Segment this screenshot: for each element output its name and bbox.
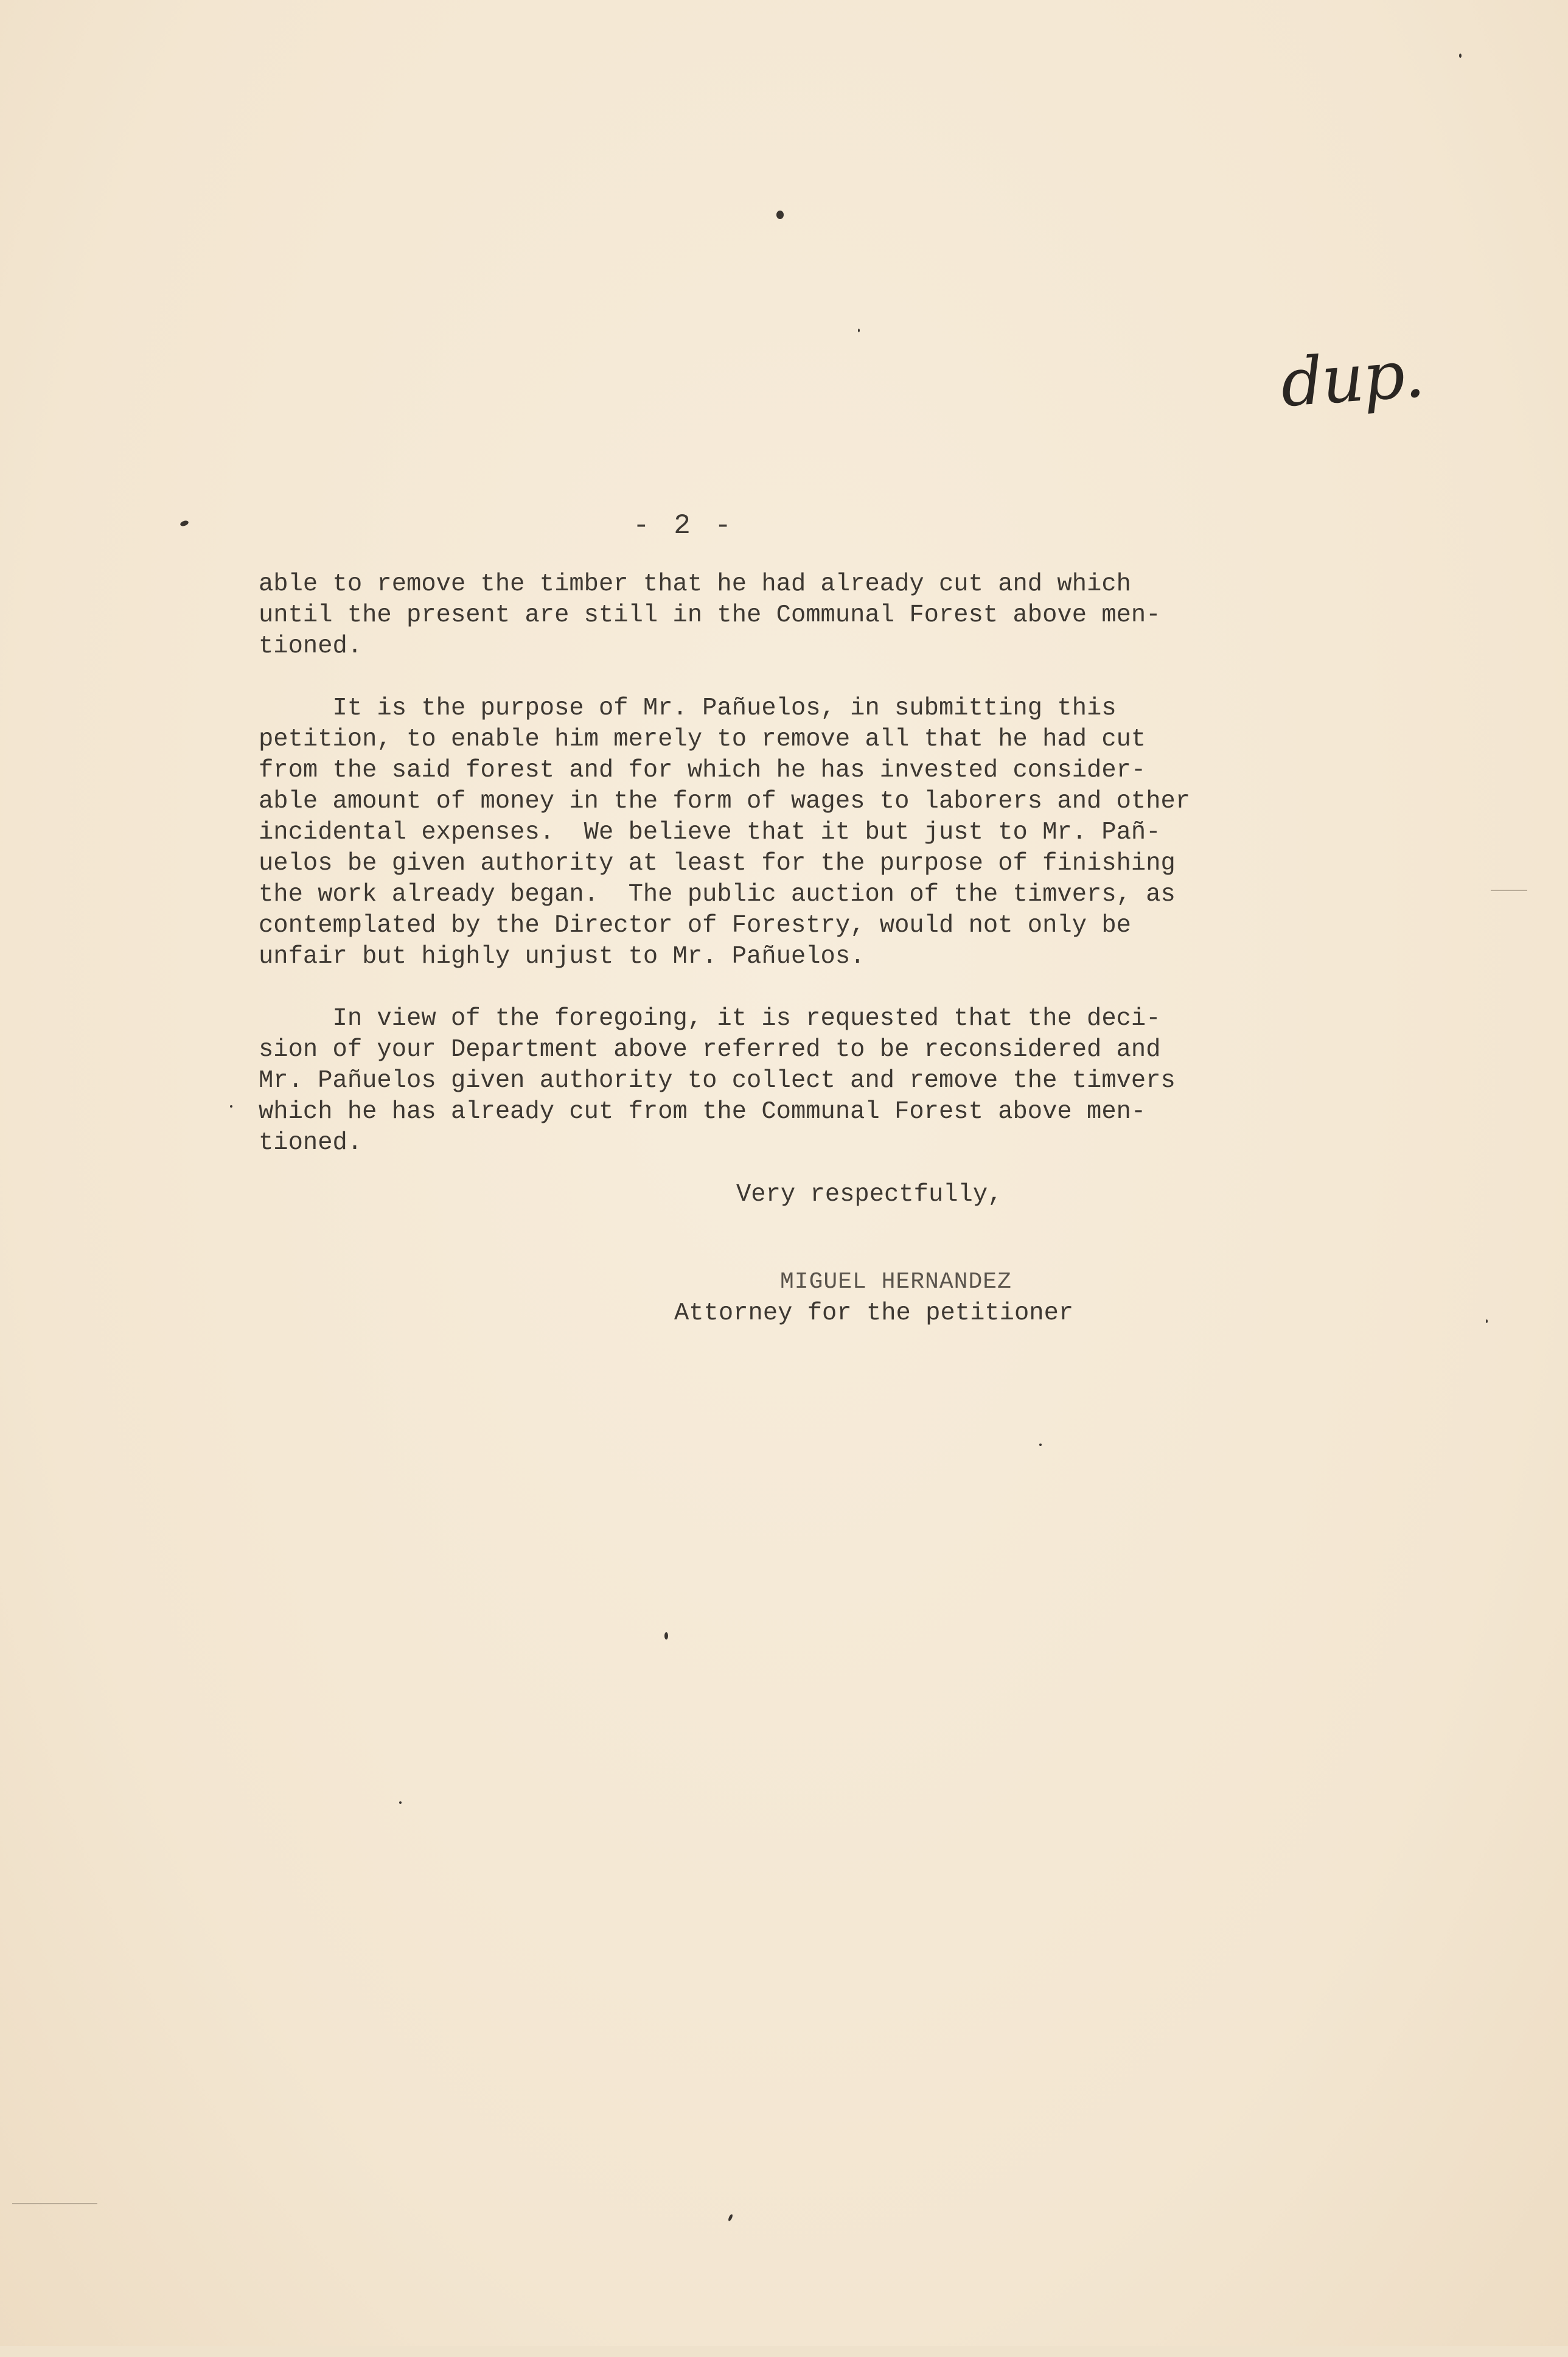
text-line: incidental expenses. We believe that it but just to Mr. Pañ- [259,819,1161,847]
margin-tick [12,2203,97,2204]
paper-speck [664,1632,668,1639]
paper-speck [1486,1319,1488,1323]
text-line: tioned. [259,1129,363,1157]
paper-speck [728,2214,734,2222]
scan-footer-strip [0,2346,1568,2357]
margin-tick [1491,890,1527,891]
paper-speck [858,329,860,332]
closing-salutation: Very respectfully, [736,1181,1003,1209]
text-line: uelos be given authority at least for the purpose of finishing [259,850,1176,878]
text-line: tioned. [259,632,363,660]
text-line: petition, to enable him merely to remove all that he had cut [259,725,1146,753]
text-line: able amount of money in the form of wages to laborers and other [259,787,1191,815]
signer-title: Attorney for the petitioner [674,1299,1074,1327]
text-line: the work already began. The public auction of the timvers, as [259,881,1176,909]
paragraph-1 [259,569,1293,662]
letter-body [259,569,1293,1159]
handwritten-annotation: dup. [1278,335,1426,422]
paragraph-gap [259,662,1293,693]
paragraph-gap [259,972,1293,1004]
page-number: - 2 - [633,510,736,542]
signer-name: MIGUEL HERNANDEZ [780,1269,1012,1295]
text-line: In view of the foregoing, it is requested that the deci- [259,1005,1161,1033]
paper-speck [1459,54,1462,58]
paper-speck [1039,1444,1042,1446]
text-line: unfair but highly unjust to Mr. Pañuelos. [259,943,865,971]
text-line: from the said forest and for which he has invested consider- [259,756,1146,784]
paragraph-3 [259,1004,1293,1159]
text-line: Mr. Pañuelos given authority to collect and remove the timvers [259,1067,1176,1095]
paper-speck [230,1105,232,1108]
paper-speck [399,1801,402,1804]
paper-speck [776,211,784,219]
paper-speck [179,520,189,527]
text-line: until the present are still in the Communal Forest above men- [259,601,1161,629]
text-line: able to remove the timber that he had already cut and which [259,570,1131,598]
text-line: sion of your Department above referred to be reconsidered and [259,1036,1161,1064]
text-line: which he has already cut from the Communal Forest above men- [259,1098,1146,1126]
paragraph-2 [259,693,1293,972]
text-line: contemplated by the Director of Forestry, would not only be [259,912,1131,940]
text-line: It is the purpose of Mr. Pañuelos, in submitting this [259,694,1117,722]
